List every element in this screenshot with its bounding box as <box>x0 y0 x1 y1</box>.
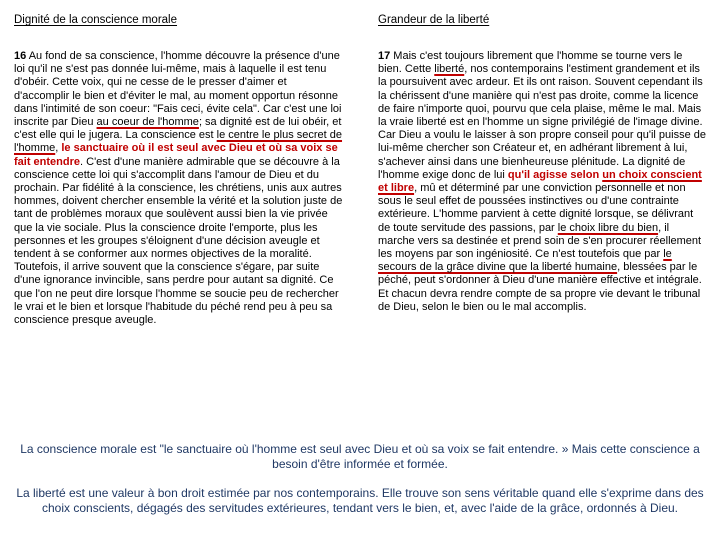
left-text-4: . C'est d'une manière admirable que se découvre à la conscience cette loi qui s'accomplit dans l'amour de Dieu et du prochain. Par fidélité à la conscience, les chrétiens, unis aux autres hommes, doivent chercher ensemble la vérité et la solution juste de tant de problèmes moraux que soulèvent aussi bien la vie privée que la vie sociale. Plus la conscience droite l'emporte, plus les personnes et les groupes s'éloignent d'une décision aveugle et tendent à se conformer aux normes objectives de la moralité. Toutefois, il arrive souvent que la conscience s'égare, par suite d'une ignorance invincible, sans perdre pour autant sa dignité. Ce que l'on ne peut dire lorsque l'homme se soucie peu de rechercher le vrai et le bien et lorsque l'habitude du péché rend peu à peu sa conscience presque aveugle. <box>14 155 343 327</box>
left-paragraph <box>14 50 344 327</box>
summary-conscience: La conscience morale est "le sanctuaire où l'homme est seul avec Dieu et où sa voix se fait entendre. » Mais cette conscience a besoin d'être informée et formée. <box>20 442 700 471</box>
right-paragraph-number: 17 <box>378 50 391 62</box>
right-text-3: , mû et déterminé par une conviction personnelle et non sous le seul effet de poussées instinctives ou d'une contrainte extérieure. L'homme parvient à cette dignité lorsque, se délivrant de toute servitude des passions, par <box>378 182 694 234</box>
summary-liberte: La liberté est une valeur à bon droit estimée par nos contemporains. Elle trouve son sens véritable quand elle s'exprime dans des choix conscients, dégagés des servitudes extérieures, tendant vers le bien, et, avec l'aide de la grâce, ordonnés à Dieu. <box>16 486 704 515</box>
left-text-1: Au fond de sa conscience, l'homme découvre la présence d'une loi qu'il ne s'est pas donnée lui-même, mais à laquelle il est tenu d'obéir. Cette voix, qui ne cesse de le presser d'aimer et d'accomplir le bien et d'éviter le mal, au moment opportun résonne dans l'intimité de son coeur: "Fais ceci, évite cela". Car c'est une loi inscrite par Dieu <box>14 50 342 129</box>
left-text-2: ; sa dignité est de lui obéir, et c'est elle qui le jugera. La conscience est <box>14 116 342 142</box>
right-heading: Grandeur de la liberté <box>378 14 490 26</box>
right-text-4: , il marche vers sa destinée et prend soin de s'en procurer réellement les moyens par son ingéniosité. Ce n'est toutefois que par <box>378 221 702 261</box>
left-heading: Dignité de la conscience morale <box>14 14 178 26</box>
right-highlight-choix-conscient: un choix conscient et libre <box>378 168 702 195</box>
right-text-1: Mais c'est toujours librement que l'homme se tourne vers le bien. Cette <box>378 50 683 76</box>
right-text-2: , nos contemporains l'estiment grandement et ils la poursuivent avec ardeur. Et ils ont raison. Souvent cependant ils la chérissent d'une manière qui n'est pas droite, comme la licence de faire n'importe quoi, pourvu que cela plaise, même le mal. Mais la vraie liberté est en l'homme un signe privilégié de l'image divine. Car Dieu a voulu le laisser à son propre conseil pour qu'il puisse de lui-même chercher son Créateur et, en adhérant librement à lui, s'achever ainsi dans une bienheureuse plénitude. La dignité de l'homme exige donc de lui <box>378 63 707 181</box>
right-highlight-agisse: qu'il agisse selon <box>507 168 603 181</box>
right-underline-choix-libre: le choix libre du bien <box>557 221 659 234</box>
right-paragraph <box>378 50 708 314</box>
right-text-5: , blessées par le péché, peut s'ordonner à Dieu d'une manière effective et intégrale. Et chacun devra rendre compte de sa propre vie devant le tribunal de Dieu, selon le bien ou le mal accomplis. <box>378 261 702 313</box>
left-text-3: , <box>55 142 62 155</box>
left-highlight-sanctuary: le sanctuaire où il est seul avec Dieu et où sa voix se fait entendre <box>14 142 338 168</box>
left-underline-heart: au coeur de l'homme <box>96 116 199 129</box>
right-underline-secours-grace: le secours de la grâce divine que la liberté humaine <box>378 248 672 274</box>
left-paragraph-number: 16 <box>14 50 27 62</box>
right-underline-liberte: liberté <box>434 63 465 76</box>
left-underline-centre: le centre le plus secret de l'homme <box>14 129 343 155</box>
